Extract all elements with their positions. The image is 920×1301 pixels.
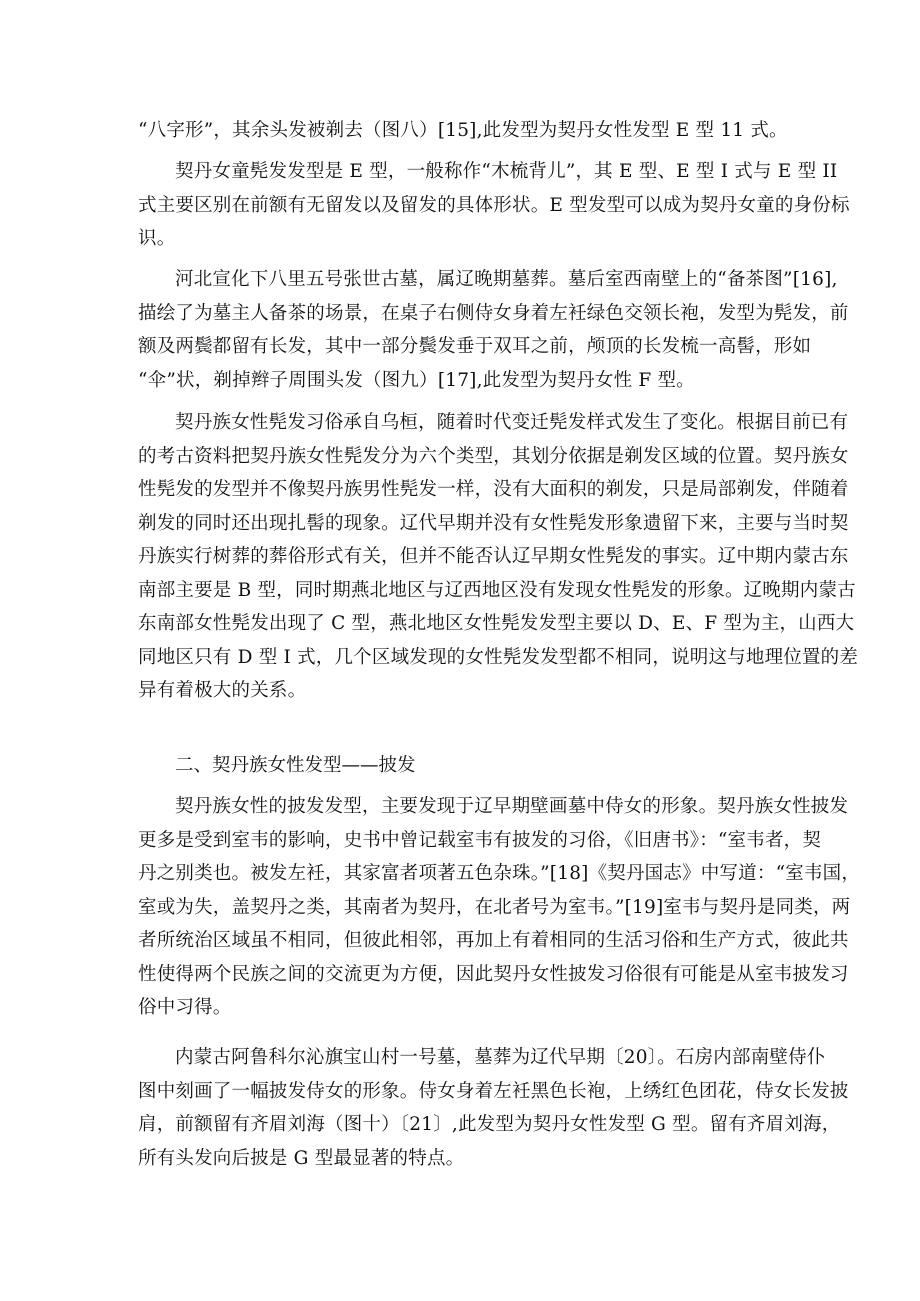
text-line: 肩，前额留有齐眉刘海（图十）〔21〕,此发型为契丹女性发型 G 型。留有齐眉刘海， <box>138 1114 841 1135</box>
text-line: 更多是受到室韦的影响，史书中曾记载室韦有披发的习俗，《旧唐书》：“室韦者，契 <box>138 829 822 851</box>
paragraph-5 <box>138 790 861 1025</box>
text-line: 者所统治区域虽不相同，但彼此相邻，再加上有着相同的生活习俗和生产方式，彼此共 <box>138 930 849 951</box>
text-line: “伞”状，剃掉辫子周围头发（图九）[17],此发型为契丹女性 F 型。 <box>138 369 695 391</box>
text-line: 性髡发的发型并不像契丹族男性髡发一样，没有大面积的剃发，只是局部剃发，伴随着 <box>138 479 849 500</box>
text-line: 所有头发向后披是 G 型最显著的特点。 <box>138 1147 465 1169</box>
text-line: 俗中习得。 <box>138 997 232 1018</box>
text-line: 河北宣化下八里五号张世古墓，属辽晚期墓葬。墓后室西南壁上的“备茶图”[16], <box>175 269 838 290</box>
section-heading: 二、契丹族女性发型——披发 <box>175 755 416 776</box>
paragraph-3 <box>138 263 849 397</box>
text-line: 丹族实行树葬的葬俗形式有关，但并不能否认辽早期女性髡发的事实。辽中期内蒙古东 <box>138 546 849 567</box>
text-line: 内蒙古阿鲁科尔沁旗宝山村一号墓，墓葬为辽代早期〔20〕。石房内部南壁侍仆 <box>175 1047 826 1068</box>
text-line: 契丹族女性的披发发型，主要发现于辽早期壁画墓中侍女的形象。契丹族女性披发 <box>175 796 849 817</box>
text-line: 的考古资料把契丹族女性髡发分为六个类型，其划分依据是剃发区域的位置。契丹族女 <box>138 445 849 467</box>
text-line: 契丹族女性髡发习俗承自乌桓，随着时代变迁髡发样式发生了变化。根据目前已有 <box>175 412 849 433</box>
text-line: 性使得两个民族之间的交流更为方便，因此契丹女性披发习俗很有可能是从室韦披发习 <box>138 963 849 985</box>
paragraph-4 <box>138 406 859 708</box>
text-line: 室或为失，盖契丹之类，其南者为契丹，在北者号为室韦。”[19]室韦与契丹是同类，两 <box>138 896 851 918</box>
paragraph-1 <box>138 114 788 148</box>
text-line: 图中刻画了一幅披发侍女的形象。侍女身着左衽黑色长袍，上绣红色团花，侍女长发披 <box>138 1080 849 1102</box>
text-line: 额及两鬓都留有长发，其中一部分鬓发垂于双耳之前，颅顶的长发梳一高髻，形如 <box>138 336 812 357</box>
text-line: “八字形”，其余头发被剃去（图八）[15],此发型为契丹女性发型 E 型 11 式。 <box>138 120 788 141</box>
paragraph-6 <box>138 1041 849 1175</box>
text-line: 东南部女性髡发出现了 C 型，燕北地区女性髡发发型主要以 D、E、F 型为主，山西大 <box>138 613 855 634</box>
text-line: 剃发的同时还出现扎髻的现象。辽代早期并没有女性髡发形象遗留下来，主要与当时契 <box>138 512 849 534</box>
text-line: 描绘了为墓主人备茶的场景，在桌子右侧侍女身着左衽绿色交领长袍，发型为髡发，前 <box>138 302 849 324</box>
text-line: 丹之别类也。被发左衽，其家富者项著五色杂珠。”[18]《契丹国志》中写道：“室韦国， <box>138 863 861 884</box>
text-line: 异有着极大的关系。 <box>138 680 307 701</box>
text-line: 南部主要是 B 型，同时期燕北地区与辽西地区没有发现女性髡发的形象。辽晚期内蒙古 <box>138 579 856 601</box>
text-line: 同地区只有 D 型 I 式，几个区域发现的女性髡发发型都不相同，说明这与地理位置的差 <box>138 646 859 668</box>
paragraph-2 <box>138 155 850 256</box>
text-line: 契丹女童髡发发型是 E 型，一般称作“木梳背儿”，其 E 型、E 型 I 式与 E 型 II <box>175 161 838 182</box>
text-line: 识。 <box>138 228 176 249</box>
text-line: 式主要区别在前额有无留发以及留发的具体形状。E 型发型可以成为契丹女童的身份标 <box>138 194 850 216</box>
